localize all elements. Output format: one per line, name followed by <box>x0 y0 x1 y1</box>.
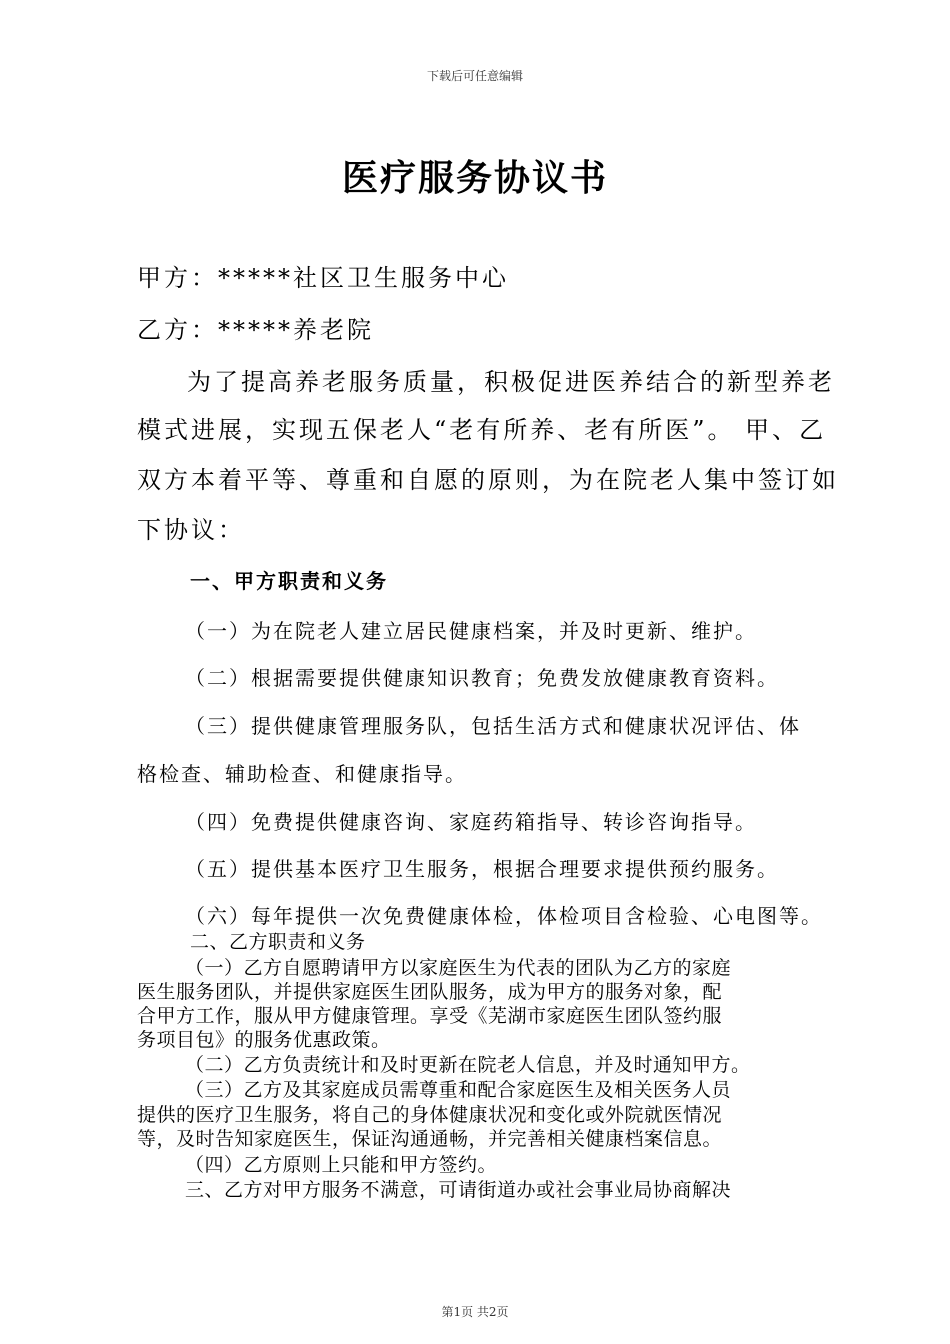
section2-line: 医生服务团队，并提供家庭医生团队服务，成为甲方的服务对象，配 <box>137 981 723 1003</box>
section1-heading: 一、甲方职责和义务 <box>190 569 388 593</box>
section2-line: 等，及时告知家庭医生，保证沟通通畅，并完善相关健康档案信息。 <box>137 1128 723 1150</box>
intro-line: 为了提高养老服务质量，积极促进医养结合的新型养老 <box>187 368 835 396</box>
section2-heading: 二、乙方职责和义务 <box>190 931 366 953</box>
section1-item: （五）提供基本医疗卫生服务，根据合理要求提供预约服务。 <box>185 857 779 881</box>
section1-item: （六）每年提供一次免费健康体检，体检项目含检验、心电图等。 <box>185 904 823 928</box>
section2-line: （四）乙方原则上只能和甲方签约。 <box>185 1154 498 1176</box>
section1-item: （四）免费提供健康咨询、家庭药箱指导、转诊咨询指导。 <box>185 810 757 834</box>
section1-item: 格检查、辅助检查、和健康指导。 <box>137 762 467 786</box>
section2-line: 合甲方工作，服从甲方健康管理。享受《芜湖市家庭医生团队签约服 <box>137 1005 723 1027</box>
page-footer: 第1页 共2页 <box>441 1305 509 1319</box>
party-a: 甲方：*****社区卫生服务中心 <box>137 264 509 292</box>
intro-line: 双方本着平等、尊重和自愿的原则，为在院老人集中签订如 <box>137 466 839 494</box>
section2-line: （三）乙方及其家庭成员需尊重和配合家庭医生及相关医务人员 <box>185 1079 732 1101</box>
section1-item: （二）根据需要提供健康知识教育；免费发放健康教育资料。 <box>185 666 779 690</box>
document-title: 医疗服务协议书 <box>341 158 608 199</box>
party-b: 乙方：*****养老院 <box>137 316 374 344</box>
section1-item: （三）提供健康管理服务队，包括生活方式和健康状况评估、体 <box>185 714 801 738</box>
section2-line: （二）乙方负责统计和及时更新在院老人信息，并及时通知甲方。 <box>185 1054 751 1076</box>
section3-line: 三、乙方对甲方服务不满意，可请街道办或社会事业局协商解决 <box>185 1179 732 1201</box>
intro-line: 模式进展，实现五保老人“老有所养、老有所医”。 甲、乙 <box>137 416 827 444</box>
section2-line: 提供的医疗卫生服务，将自己的身体健康状况和变化或外院就医情况 <box>137 1104 723 1126</box>
section2-line: 务项目包》的服务优惠政策。 <box>137 1029 391 1051</box>
page-header: 下载后可任意编辑 <box>426 69 523 83</box>
section2-line: （一）乙方自愿聘请甲方以家庭医生为代表的团队为乙方的家庭 <box>185 957 732 979</box>
section1-item: （一）为在院老人建立居民健康档案，并及时更新、维护。 <box>185 619 757 643</box>
intro-line: 下协议： <box>137 516 245 544</box>
